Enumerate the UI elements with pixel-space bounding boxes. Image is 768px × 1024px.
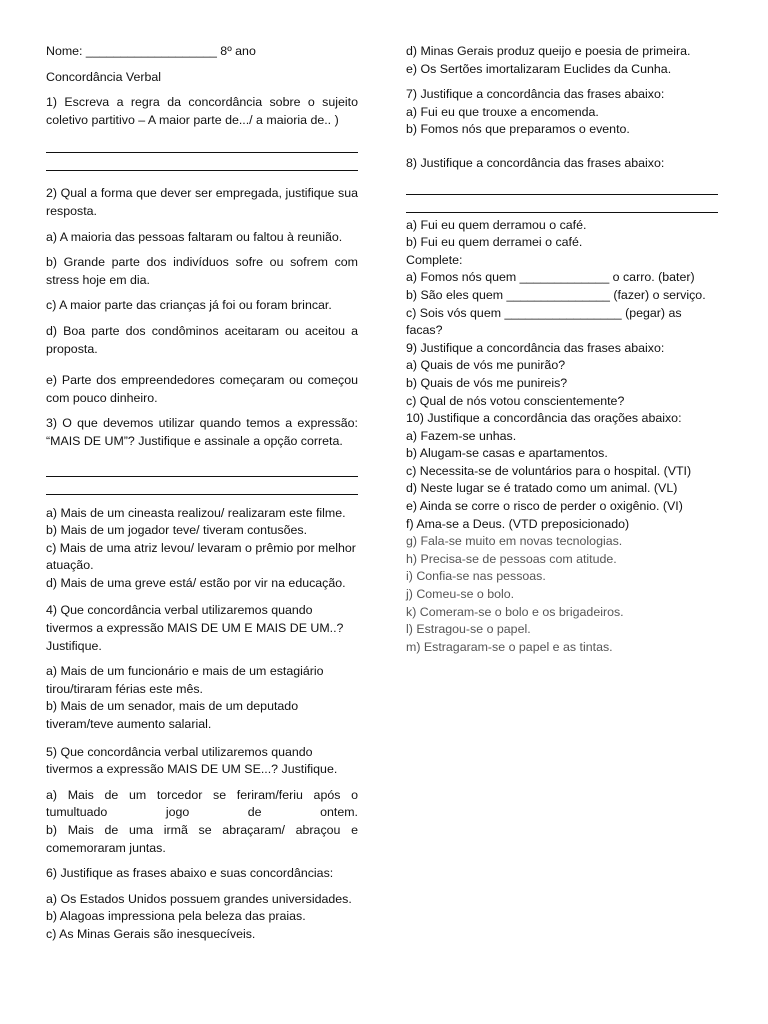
question-2-item-e: e) Parte dos empreendedores começaram ou começou com pouco dinheiro. [46,373,358,405]
answer-line [406,195,718,213]
answer-line [46,477,358,495]
question-10: 10) Justifique a concordância das orações abaixo: [406,411,682,426]
question-5-item-a-line1: a) Mais de um torcedor se feriram/feriu após o [46,787,358,802]
answer-line [46,459,358,477]
question-6-item-d: d) Minas Gerais produz queijo e poesia de primeira. [406,44,691,58]
word: de [247,805,262,820]
question-10-item-g: g) Fala-se muito em novas tecnologias. [406,534,623,549]
question-10-item-i: i) Confia-se nas pessoas. [406,569,546,584]
question-10-item-d: d) Neste lugar se é tratado como um animal. (VL) [406,481,678,496]
answer-line [46,153,358,171]
question-2: 2) Qual a forma que dever ser empregada, justifique sua resposta. [46,186,358,218]
name-line: Nome: ___________________ 8º ano [46,44,256,58]
question-4-item-b: b) Mais de um senador, mais de um deputado tiveram/teve aumento salarial. [46,699,299,732]
question-5-item-a-line2 [46,804,358,822]
question-3-item-c: c) Mais de uma atriz levou/ levaram o prêmio por melhor atuação. [46,540,356,573]
question-7-item-b: b) Fomos nós que preparamos o evento. [406,122,630,137]
question-2-item-a: a) A maioria das pessoas faltaram ou faltou à reunião. [46,229,343,244]
question-8-item-b: b) Fui eu quem derramei o café. [406,235,583,250]
question-10-item-j: j) Comeu-se o bolo. [406,587,515,602]
question-10-item-f: f) Ama-se a Deus. (VTD preposicionado) [406,516,630,531]
question-10-item-k: k) Comeram-se o bolo e os brigadeiros. [406,604,624,619]
question-10-item-a: a) Fazem-se unhas. [406,428,517,443]
question-9-item-a: a) Quais de vós me punirão? [406,358,566,373]
question-10-item-c: c) Necessita-se de voluntários para o hospital. (VTI) [406,463,692,478]
question-7-item-a: a) Fui eu que trouxe a encomenda. [406,104,599,119]
question-9: 9) Justifique a concordância das frases abaixo: [406,340,665,355]
question-8-item-a: a) Fui eu quem derramou o café. [406,217,587,232]
question-10-item-h: h) Precisa-se de pessoas com atitude. [406,551,617,566]
question-3: 3) O que devemos utilizar quando temos a expressão: “MAIS DE UM”? Justifique e assinale a opção correta. [46,416,358,448]
question-3-item-d: d) Mais de uma greve está/ estão por vir na educação. [46,575,346,590]
question-10-item-l: l) Estragou-se o papel. [406,622,531,637]
left-column [46,43,358,944]
question-2-item-b: b) Grande parte dos indivíduos sofre ou sofrem com stress hoje em dia. [46,255,358,287]
complete-item-b: b) São eles quem _______________ (fazer) o serviço. [406,287,706,302]
complete-item-a: a) Fomos nós quem _____________ o carro. (bater) [406,270,695,285]
question-6-item-b: b) Alagoas impressiona pela beleza das praias. [46,909,306,924]
question-10-item-e: e) Ainda se corre o risco de perder o oxigênio. (VI) [406,499,683,514]
answer-line [406,177,718,195]
question-6-item-e: e) Os Sertões imortalizaram Euclides da Cunha. [406,61,672,76]
question-10-item-b: b) Alugam-se casas e apartamentos. [406,446,608,461]
right-column [406,43,718,656]
complete-heading: Complete: [406,252,463,267]
word: tumultuado [46,805,108,820]
question-9-item-b: b) Quais de vós me punireis? [406,375,568,390]
question-2-item-c: c) A maior parte das crianças já foi ou foram brincar. [46,298,332,313]
question-5: 5) Que concordância verbal utilizaremos quando tivermos a expressão MAIS DE UM SE...? Justifique. [46,744,338,777]
question-6: 6) Justifique as frases abaixo e suas concordâncias: [46,866,334,881]
question-5-item-b: b) Mais de uma irmã se abraçaram/ abraçou e comemoraram juntas. [46,823,358,855]
question-2-item-d: d) Boa parte dos condôminos aceitaram ou aceitou a proposta. [46,323,358,356]
question-7: 7) Justifique a concordância das frases abaixo: [406,87,665,102]
worksheet-title: Concordância Verbal [46,69,162,84]
word: ontem. [320,805,358,820]
question-6-item-c: c) As Minas Gerais são inesquecíveis. [46,926,256,941]
question-3-item-b: b) Mais de um jogador teve/ tiveram contusões. [46,523,308,538]
question-6-item-a: a) Os Estados Unidos possuem grandes universidades. [46,891,352,906]
complete-item-c: c) Sois vós quem _________________ (pegar) as facas? [406,305,682,338]
question-4-item-a: a) Mais de um funcionário e mais de um estagiário tirou/tiraram férias este mês. [46,664,324,696]
question-4: 4) Que concordância verbal utilizaremos quando tivermos a expressão MAIS DE UM E MAIS DE UM..? Justifique. [46,603,344,653]
question-10-item-m: m) Estragaram-se o papel e as tintas. [406,639,613,654]
question-1: 1) Escreva a regra da concordância sobre o sujeito coletivo partitivo – A maior parte de.../ a maioria de.. ) [46,95,358,127]
question-8: 8) Justifique a concordância das frases abaixo: [406,155,665,170]
question-9-item-c: c) Qual de nós votou conscientemente? [406,393,625,408]
answer-line [46,135,358,153]
word: jogo [165,805,190,820]
question-3-item-a: a) Mais de um cineasta realizou/ realizaram este filme. [46,505,346,520]
